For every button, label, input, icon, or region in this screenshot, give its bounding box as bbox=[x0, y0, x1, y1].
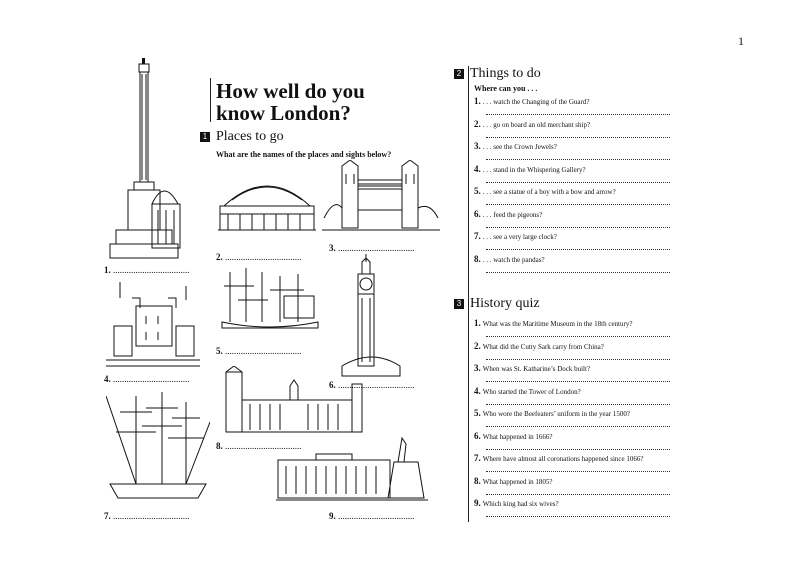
places-section-number: 1 bbox=[200, 132, 210, 142]
tower-bridge-icon bbox=[322, 160, 440, 240]
history-item-8[interactable]: 8. What happened in 1805? bbox=[474, 476, 670, 486]
history-item-1[interactable]: 1. What was the Maritime Museum in the 18th century? bbox=[474, 318, 670, 328]
tower-of-london-icon bbox=[106, 276, 200, 370]
albert-hall-icon bbox=[216, 166, 318, 246]
place-answer-2[interactable]: 2. .................................. bbox=[216, 252, 302, 262]
answer-line[interactable] bbox=[486, 425, 670, 427]
place-answer-5[interactable]: 5. .................................. bbox=[216, 346, 302, 356]
things-item-1[interactable]: 1. . . . watch the Changing of the Guard? bbox=[474, 96, 670, 106]
things-heading bbox=[454, 66, 541, 82]
answer-line[interactable] bbox=[486, 358, 670, 360]
history-item-5[interactable]: 5. Who wore the Beefeaters’ uniform in the year 1500? bbox=[474, 408, 670, 418]
place-answer-6[interactable]: 6. .................................. bbox=[329, 380, 415, 390]
answer-line[interactable] bbox=[486, 226, 670, 228]
ships-icon bbox=[220, 266, 320, 338]
history-heading-text: History quiz bbox=[470, 296, 540, 311]
answer-line[interactable] bbox=[486, 515, 670, 517]
things-item-5[interactable]: 5. . . . see a statue of a boy with a bow and arrow? bbox=[474, 186, 670, 196]
answer-line[interactable] bbox=[486, 493, 670, 495]
history-item-7[interactable]: 7. Where have almost all coronations happened since 1066? bbox=[474, 453, 670, 463]
page-number: 1 bbox=[738, 34, 744, 48]
place-answer-7[interactable]: 7. .................................. bbox=[104, 511, 190, 521]
big-ben-icon bbox=[340, 254, 402, 380]
history-item-9[interactable]: 9. Which king had six wives? bbox=[474, 498, 670, 508]
places-heading-text: Places to go bbox=[216, 129, 284, 144]
page-title: How well do you know London? bbox=[216, 79, 365, 125]
column-divider bbox=[468, 66, 469, 522]
answer-line[interactable] bbox=[486, 403, 670, 405]
history-item-3[interactable]: 3. When was St. Katharine’s Dock built? bbox=[474, 363, 670, 373]
places-heading bbox=[200, 129, 284, 145]
things-item-3[interactable]: 3. . . . see the Crown Jewels? bbox=[474, 141, 670, 151]
places-question: What are the names of the places and sights below? bbox=[216, 150, 392, 159]
place-answer-3[interactable]: 3. .................................. bbox=[329, 243, 415, 253]
history-item-4[interactable]: 4. Who started the Tower of London? bbox=[474, 386, 670, 396]
things-heading-text: Things to do bbox=[470, 66, 541, 81]
answer-line[interactable] bbox=[486, 448, 670, 450]
history-section-number: 3 bbox=[454, 299, 464, 309]
things-item-2[interactable]: 2. . . . go on board an old merchant ship? bbox=[474, 119, 670, 129]
things-item-8[interactable]: 8. . . . watch the pandas? bbox=[474, 254, 670, 264]
answer-line[interactable] bbox=[486, 203, 670, 205]
history-heading bbox=[454, 296, 540, 312]
place-answer-1[interactable]: 1. .................................. bbox=[104, 265, 190, 275]
place-answer-9[interactable]: 9. .................................. bbox=[329, 511, 415, 521]
answer-line[interactable] bbox=[486, 181, 670, 183]
answer-line[interactable] bbox=[486, 248, 670, 250]
history-item-6[interactable]: 6. What happened in 1666? bbox=[474, 431, 670, 441]
place-answer-8[interactable]: 8. .................................. bbox=[216, 441, 302, 451]
answer-line[interactable] bbox=[486, 271, 670, 273]
title-rule bbox=[210, 78, 211, 122]
column-icon bbox=[108, 54, 196, 262]
answer-line[interactable] bbox=[486, 380, 670, 382]
answer-line[interactable] bbox=[486, 113, 670, 115]
sailing-ship-icon bbox=[106, 392, 210, 504]
answer-line[interactable] bbox=[486, 470, 670, 472]
things-item-6[interactable]: 6. . . . feed the pigeons? bbox=[474, 209, 670, 219]
things-section-number: 2 bbox=[454, 69, 464, 79]
answer-line[interactable] bbox=[486, 136, 670, 138]
things-subheading: Where can you . . . bbox=[474, 84, 538, 93]
things-item-7[interactable]: 7. . . . see a very large clock? bbox=[474, 231, 670, 241]
history-item-2[interactable]: 2. What did the Cutty Sark carry from China? bbox=[474, 341, 670, 351]
place-answer-4[interactable]: 4. .................................. bbox=[104, 374, 190, 384]
parliament-icon bbox=[220, 366, 366, 438]
answer-line[interactable] bbox=[486, 158, 670, 160]
things-item-4[interactable]: 4. . . . stand in the Whispering Gallery? bbox=[474, 164, 670, 174]
answer-line[interactable] bbox=[486, 335, 670, 337]
